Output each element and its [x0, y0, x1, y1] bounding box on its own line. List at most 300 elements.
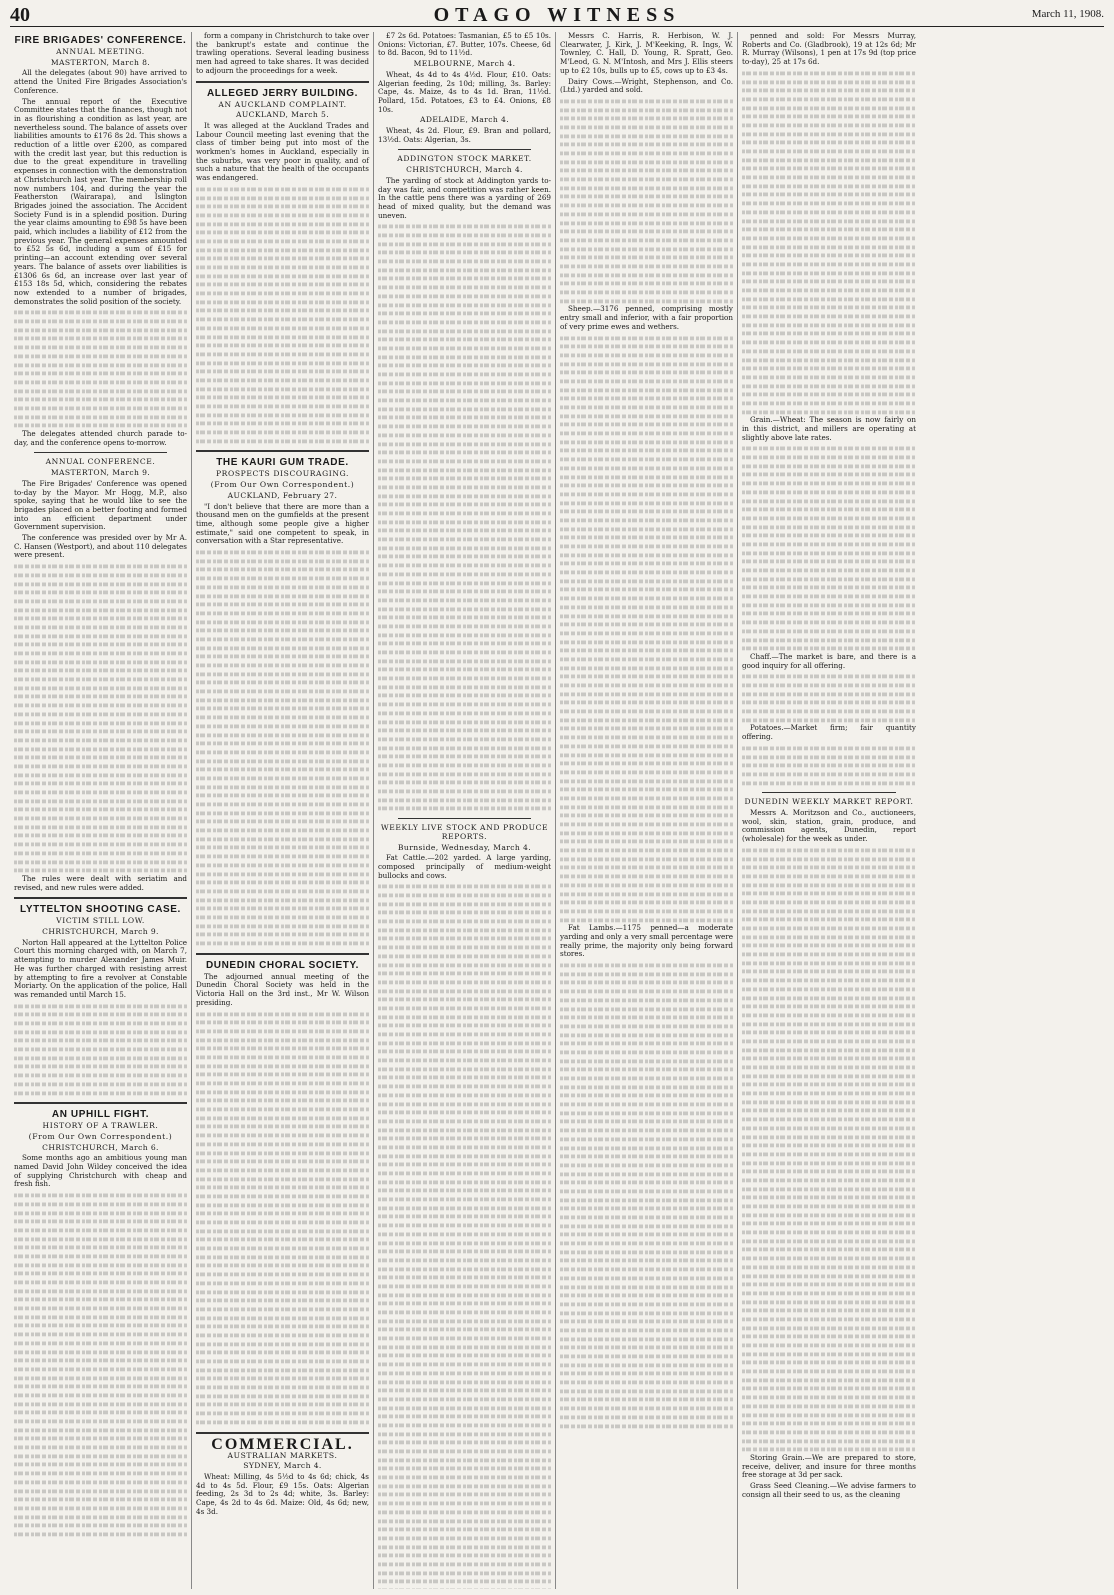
text-line: [742, 1013, 916, 1017]
text-line: [560, 440, 733, 444]
text-line: [196, 1082, 369, 1086]
text-line: [14, 1402, 187, 1406]
text-line: [560, 256, 733, 260]
text-line: [196, 1073, 369, 1077]
text-lines: [742, 444, 916, 653]
text-line: [560, 684, 733, 688]
text-line: [560, 1059, 733, 1063]
text-line: [14, 1524, 187, 1528]
text-line: [14, 1498, 187, 1502]
text-line: [560, 536, 733, 540]
text-line: [742, 473, 916, 477]
text-line: [196, 551, 369, 555]
text-line: [14, 1289, 187, 1293]
text-line: [560, 1363, 733, 1367]
text-line: [378, 1345, 551, 1349]
text-line: [742, 447, 916, 451]
text-line: [742, 464, 916, 468]
text-line: [560, 1111, 733, 1115]
text-line: [196, 716, 369, 720]
text-line: [14, 1263, 187, 1267]
text-line: [742, 970, 916, 974]
text-line: [560, 169, 733, 173]
text-line: [560, 762, 733, 766]
text-line: [378, 633, 551, 637]
text-line: [378, 1450, 551, 1454]
text-line: [196, 620, 369, 624]
text-line: [196, 1290, 369, 1294]
text-line: [560, 545, 733, 549]
text-line: [742, 1152, 916, 1156]
text-line: [196, 266, 369, 270]
text-line: [378, 755, 551, 759]
paragraph: The adjourned annual meeting of the Dunedin Choral Society was held in the Victoria Hall on the 3rd inst., Mr W. Wilson presiding.: [196, 971, 369, 1007]
text-line: [378, 1467, 551, 1471]
text-line: [378, 1076, 551, 1080]
text-line: [560, 1276, 733, 1280]
text-line: [742, 595, 916, 599]
text-line: [742, 315, 916, 319]
text-line: [378, 1198, 551, 1202]
text-line: [378, 1554, 551, 1558]
text-line: [196, 1325, 369, 1329]
text-lines: [14, 1191, 187, 1539]
text-line: [742, 262, 916, 266]
text-line: [14, 424, 187, 428]
text-line: [196, 326, 369, 330]
text-line: [560, 1207, 733, 1211]
text-lines: [14, 562, 187, 875]
text-line: [742, 1404, 916, 1408]
text-line: [560, 1424, 733, 1428]
paragraph: The annual report of the Executive Committee states that the finances, though not in as flourishing a condition as last year, are nevertheless sound. The balance of assets over liabilities amounts to £176 8s 2d. This shows a reduction of a little over £200, as compared with the credit last year, but this reduction is due to the great expenditure in travelling expenses in connection with the demonstration at Christchurch last year. The membership roll now numbers 104, and during the year the Featherston (Wairarapa), and Islington Brigades joined the association. The Accident Society Fund is in a splendid position. During the year claims amounting to £98 5s have been paid, which includes a liability of £12 from the previous year. The general expenses amounted to £52 5s 6d, including a sum of £15 for printing—an account extending over several years. The balance of assets over liabilities is £1306 6s 6d, an increase over last year of £153 18s 5d, which, considering the rebates now extended to a number of brigades, demonstrates the solid position of the society.: [14, 96, 187, 306]
text-line: [742, 482, 916, 486]
text-line: [378, 998, 551, 1002]
text-line: [742, 1396, 916, 1400]
text-line: [560, 160, 733, 164]
text-line: [196, 820, 369, 824]
text-line: [560, 379, 733, 383]
text-line: [14, 1004, 187, 1008]
text-line: [378, 1006, 551, 1010]
text-line: [378, 338, 551, 342]
text-line: [14, 1030, 187, 1034]
text-line: [378, 494, 551, 498]
text-line: [560, 562, 733, 566]
text-line: [560, 964, 733, 968]
text-lines: [378, 882, 551, 1589]
text-line: [196, 672, 369, 676]
text-line: [378, 989, 551, 993]
text-line: [742, 675, 916, 679]
text-line: [560, 579, 733, 583]
text-lines: [742, 672, 916, 724]
text-line: [14, 1367, 187, 1371]
text-line: [742, 349, 916, 353]
text-line: [742, 219, 916, 223]
text-line: [742, 1005, 916, 1009]
text-line: [378, 1224, 551, 1228]
text-lines: [196, 1010, 369, 1427]
text-line: [378, 798, 551, 802]
paragraph: Dairy Cows.—Wright, Stephenson, and Co. (Ltd.) yarded and sold.: [560, 76, 733, 95]
text-line: [742, 1413, 916, 1417]
text-line: [378, 1519, 551, 1523]
text-line: [14, 1359, 187, 1363]
section-rule: [398, 818, 531, 819]
text-line: [378, 1276, 551, 1280]
text-line: [742, 375, 916, 379]
text-line: [742, 1387, 916, 1391]
text-line: [14, 1324, 187, 1328]
text-line: [196, 881, 369, 885]
text-line: [560, 1024, 733, 1028]
text-line: [742, 236, 916, 240]
text-line: [378, 1145, 551, 1149]
text-line: [742, 1022, 916, 1026]
text-line: [560, 597, 733, 601]
text-line: [560, 718, 733, 722]
text-line: [196, 794, 369, 798]
text-line: [742, 927, 916, 931]
text-line: [378, 468, 551, 472]
article-divider: [14, 1102, 187, 1104]
text-line: [378, 1128, 551, 1132]
text-line: [560, 1242, 733, 1246]
paragraph: The yarding of stock at Addington yards to-day was fair, and competition was rather keen. In the cattle pens there was a yarding of 269 head of mixed quality, but the demand was uneven.: [378, 175, 551, 220]
text-line: [742, 1066, 916, 1070]
text-line: [196, 187, 369, 191]
text-line: [560, 1311, 733, 1315]
text-line: [196, 274, 369, 278]
text-line: [378, 242, 551, 246]
text-line: [742, 97, 916, 101]
text-line: [742, 358, 916, 362]
text-line: [14, 851, 187, 855]
text-line: [560, 152, 733, 156]
dateline: SYDNEY, March 4.: [243, 1461, 322, 1471]
text-line: [560, 1189, 733, 1193]
text-line: [196, 1064, 369, 1068]
text-line: [14, 1211, 187, 1215]
text-line: [742, 772, 916, 776]
text-line: [14, 1463, 187, 1467]
text-line: [378, 459, 551, 463]
column-3: [374, 32, 556, 1589]
text-line: [14, 825, 187, 829]
text-line: [196, 292, 369, 296]
text-line: [378, 911, 551, 915]
text-line: [560, 1172, 733, 1176]
text-line: [742, 167, 916, 171]
text-line: [378, 277, 551, 281]
text-line: [196, 378, 369, 382]
paragraph: "I don't believe that there are more than a thousand men on the gumfields at the present time, although some people give a higher estimate," said one competent to speak, in conversation with a Star representative.: [196, 501, 369, 546]
text-line: [560, 649, 733, 653]
text-line: [196, 594, 369, 598]
paragraph: Storing Grain.—We are prepared to store, receive, deliver, and insure for three months free storage at 3d per sack.: [742, 1452, 916, 1480]
text-line: [560, 1415, 733, 1419]
text-line: [378, 260, 551, 264]
text-line: [742, 746, 916, 750]
text-line: [742, 508, 916, 512]
paragraph: Messrs C. Harris, R. Herbison, W. J. Clearwater, J. Kirk, J. M'Keeking, R. Ings, W. Townley, C. Hall, D. Young, R. Spratt, Geo. M'Leod, G. N. M'Intosh, and Mrs J. Ellis steers up to £2 10s, bulls up to £5, cows up to £3 4s.: [560, 32, 733, 75]
text-line: [378, 329, 551, 333]
text-line: [560, 204, 733, 208]
text-line: [196, 1386, 369, 1390]
text-line: [742, 297, 916, 301]
text-line: [742, 569, 916, 573]
text-line: [560, 675, 733, 679]
article-subhead: ADDINGTON STOCK MARKET.: [397, 154, 532, 164]
text-line: [14, 704, 187, 708]
article-subhead: ANNUAL MEETING.: [56, 47, 145, 56]
text-line: [742, 341, 916, 345]
text-line: [742, 647, 916, 651]
text-line: [742, 323, 916, 327]
text-line: [378, 1284, 551, 1288]
text-line: [378, 737, 551, 741]
paragraph: Norton Hall appeared at the Lyttelton Police Court this morning charged with, on March 7, attempting to murder Alexander James Muir. He was further charged with resisting arrest by attempting to fire a revolver at Constable Moriarty. On the application of the police, Hall was remanded until March 15.: [14, 937, 187, 999]
dateline: CHRISTCHURCH, March 6.: [42, 1142, 159, 1152]
text-line: [378, 1371, 551, 1375]
text-line: [742, 1239, 916, 1243]
text-line: [196, 629, 369, 633]
text-line: [560, 614, 733, 618]
text-line: [14, 1446, 187, 1450]
text-line: [560, 1355, 733, 1359]
text-line: [14, 363, 187, 367]
text-line: [14, 354, 187, 358]
text-lines: [742, 69, 916, 417]
text-line: [196, 413, 369, 417]
article-subhead: VICTIM STILL LOW.: [56, 916, 145, 926]
text-lines: [742, 846, 916, 1454]
text-line: [378, 268, 551, 272]
text-line: [378, 590, 551, 594]
text-line: [742, 1083, 916, 1087]
text-line: [14, 799, 187, 803]
text-line: [14, 1298, 187, 1302]
text-line: [378, 1215, 551, 1219]
text-line: [196, 924, 369, 928]
text-line: [14, 652, 187, 656]
text-line: [560, 990, 733, 994]
text-line: [378, 572, 551, 576]
text-line: [196, 776, 369, 780]
text-line: [378, 772, 551, 776]
text-line: [560, 510, 733, 514]
text-line: [742, 1257, 916, 1261]
text-line: [196, 1038, 369, 1042]
text-line: [196, 1420, 369, 1424]
text-line: [14, 1074, 187, 1078]
text-line: [378, 555, 551, 559]
text-line: [560, 1103, 733, 1107]
text-line: [196, 1403, 369, 1407]
text-line: [378, 1528, 551, 1532]
text-line: [560, 186, 733, 190]
text-line: [196, 1160, 369, 1164]
text-line: [378, 303, 551, 307]
text-line: [378, 937, 551, 941]
text-line: [14, 1082, 187, 1086]
text-line: [196, 863, 369, 867]
text-line: [378, 286, 551, 290]
text-line: [560, 247, 733, 251]
text-line: [196, 759, 369, 763]
text-line: [378, 746, 551, 750]
text-line: [378, 703, 551, 707]
text-line: [378, 1580, 551, 1584]
text-line: [742, 1352, 916, 1356]
text-line: [742, 1370, 916, 1374]
text-line: [742, 866, 916, 870]
text-line: [196, 785, 369, 789]
text-line: [378, 538, 551, 542]
text-line: [742, 918, 916, 922]
article-headline: COMMERCIAL.: [211, 1435, 354, 1453]
text-line: [560, 831, 733, 835]
text-line: [378, 503, 551, 507]
text-line: [560, 1381, 733, 1385]
text-line: [742, 1057, 916, 1061]
text-line: [742, 410, 916, 414]
text-line: [742, 1161, 916, 1165]
text-line: [196, 1238, 369, 1242]
text-line: [560, 518, 733, 522]
text-line: [378, 1302, 551, 1306]
text-line: [742, 692, 916, 696]
text-line: [196, 1212, 369, 1216]
paragraph: The Fire Brigades' Conference was opened to-day by the Mayor. Mr Hogg, M.P., also spoke, saying that he would like to see the brigades placed on a better footing and formed into an efficient department under Government supervision.: [14, 478, 187, 532]
article-divider: [196, 1432, 369, 1434]
text-line: [560, 588, 733, 592]
text-line: [14, 1091, 187, 1095]
text-line: [196, 698, 369, 702]
text-line: [560, 1250, 733, 1254]
text-line: [14, 791, 187, 795]
text-line: [742, 106, 916, 110]
text-line: [378, 520, 551, 524]
text-line: [742, 1248, 916, 1252]
text-line: [14, 773, 187, 777]
text-line: [14, 1341, 187, 1345]
text-line: [378, 294, 551, 298]
text-line: [742, 848, 916, 852]
text-line: [742, 1378, 916, 1382]
text-line: [742, 1231, 916, 1235]
text-line: [742, 1274, 916, 1278]
text-line: [14, 1532, 187, 1536]
text-line: [742, 629, 916, 633]
text-line: [560, 449, 733, 453]
text-line: [378, 764, 551, 768]
text-line: [14, 712, 187, 716]
text-line: [560, 692, 733, 696]
text-line: [742, 961, 916, 965]
text-line: [560, 1068, 733, 1072]
text-line: [742, 525, 916, 529]
text-line: [14, 695, 187, 699]
text-line: [742, 1430, 916, 1434]
text-line: [196, 1351, 369, 1355]
text-line: [378, 885, 551, 889]
article-subhead: AN AUCKLAND COMPLAINT.: [218, 99, 347, 109]
text-line: [378, 790, 551, 794]
text-line: [14, 817, 187, 821]
text-line: [378, 1258, 551, 1262]
text-line: [14, 1420, 187, 1424]
text-line: [560, 710, 733, 714]
text-line: [742, 1187, 916, 1191]
text-line: [14, 808, 187, 812]
text-line: [742, 1126, 916, 1130]
text-line: [378, 433, 551, 437]
text-line: [742, 764, 916, 768]
text-line: [560, 1398, 733, 1402]
text-line: [14, 1515, 187, 1519]
text-line: [560, 553, 733, 557]
text-line: [14, 1220, 187, 1224]
text-line: [742, 499, 916, 503]
text-line: [378, 1476, 551, 1480]
text-line: [560, 866, 733, 870]
text-line: [196, 370, 369, 374]
text-line: [742, 987, 916, 991]
text-line: [378, 1059, 551, 1063]
text-line: [14, 1437, 187, 1441]
text-line: [560, 883, 733, 887]
article-divider: [196, 81, 369, 83]
text-line: [742, 271, 916, 275]
article-divider: [14, 897, 187, 899]
text-line: [14, 1065, 187, 1069]
text-line: [742, 367, 916, 371]
text-line: [196, 222, 369, 226]
text-line: [378, 616, 551, 620]
text-line: [560, 1155, 733, 1159]
text-line: [196, 1012, 369, 1016]
paragraph: Wheat: Milling, 4s 5½d to 4s 6d; chick, 4s 4d to 4s 5d. Flour, £9 15s. Oats: Algerian feeding, 2s 3d to 2s 4d; white, 3s. Barley: Cape, 4s 2d to 4s 6d. Maize: Old, 4s 6d; new, 4s 3d.: [196, 1471, 369, 1516]
text-line: [560, 466, 733, 470]
text-line: [14, 1048, 187, 1052]
text-line: [196, 1090, 369, 1094]
text-line: [14, 1194, 187, 1198]
text-line: [560, 432, 733, 436]
text-line: [560, 238, 733, 242]
text-line: [560, 143, 733, 147]
text-line: [378, 364, 551, 368]
text-line: [560, 657, 733, 661]
text-line: [14, 643, 187, 647]
text-line: [560, 640, 733, 644]
text-line: [378, 1389, 551, 1393]
text-lines: [196, 548, 369, 948]
text-line: [14, 1333, 187, 1337]
text-line: [742, 755, 916, 759]
text-line: [196, 1203, 369, 1207]
text-line: [742, 1213, 916, 1217]
text-line: [378, 1085, 551, 1089]
text-line: [14, 1350, 187, 1354]
text-line: [560, 221, 733, 225]
text-line: [742, 228, 916, 232]
text-line: [14, 1237, 187, 1241]
text-line: [378, 1432, 551, 1436]
text-line: [196, 889, 369, 893]
text-line: [742, 701, 916, 705]
